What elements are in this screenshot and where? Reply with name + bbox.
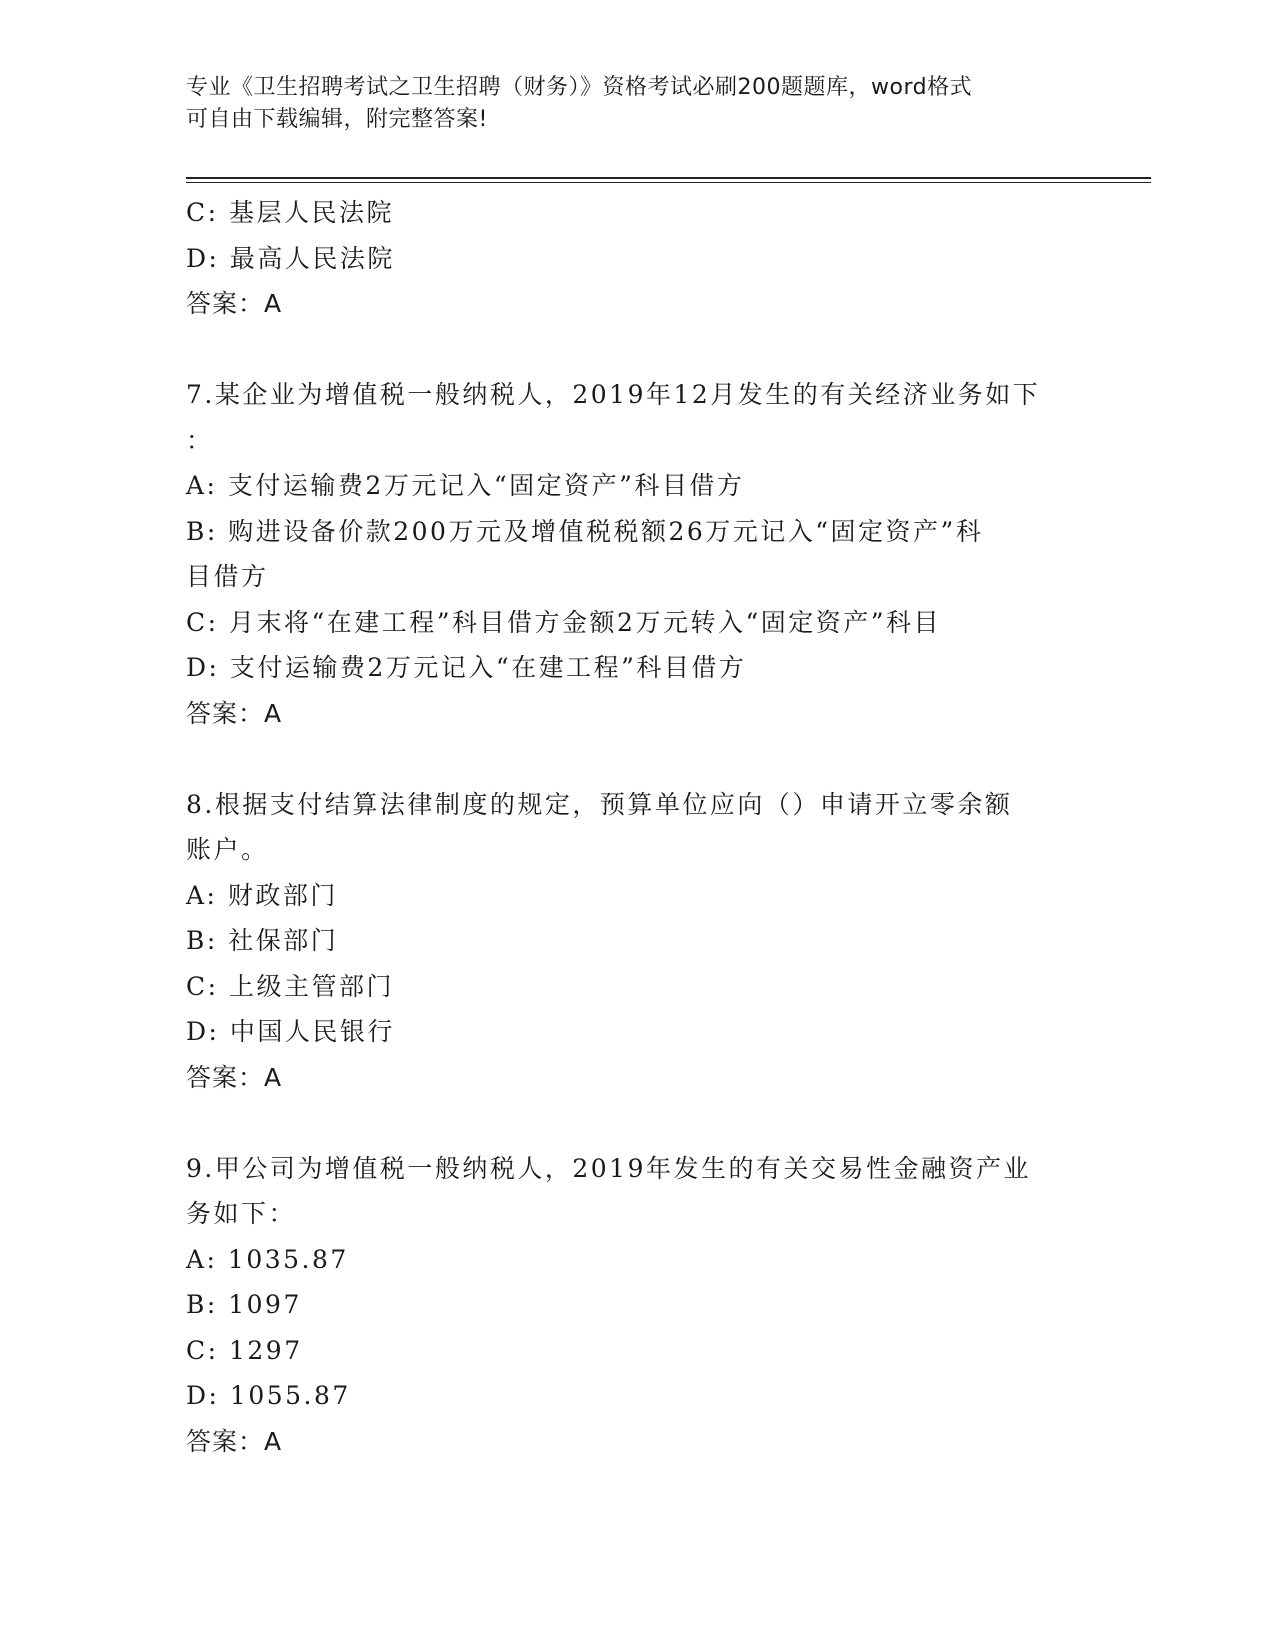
option-line: A: 1035.87 [186,1244,349,1274]
question-block [186,190,1086,327]
option-line: C: 月末将“在建工程”科目借方金额2万元转入“固定资产”科目 [186,607,942,637]
question-text: 9.甲公司为增值税一般纳税人，2019年发生的有关交易性金融资产业 [186,1153,1031,1183]
question-text: 8.根据支付结算法律制度的规定，预算单位应向（）申请开立零余额 [186,789,1013,819]
question-text: 账户。 [186,835,269,864]
option-line: D: 支付运输费2万元记入“在建工程”科目借方 [186,653,747,682]
question-list [186,190,1086,1464]
spacer [186,327,1086,373]
answer-line: 答案：A [186,1062,283,1092]
header-divider-thick [186,177,1151,179]
answer-line: 答案：A [186,1426,283,1456]
option-line: B: 1097 [186,1290,302,1319]
option-line: C: 上级主管部门 [186,971,394,1001]
document-header [186,72,1066,136]
spacer [186,1100,1086,1146]
option-line: D: 最高人民法院 [186,243,395,273]
spacer [186,736,1086,782]
question-block [186,782,1086,1101]
option-line: A: 支付运输费2万元记入“固定资产”科目借方 [186,471,745,500]
question-text: ： [186,425,214,455]
question-text: 7.某企业为增值税一般纳税人，2019年12月发生的有关经济业务如下 [186,380,1041,409]
option-line: B: 购进设备价款200万元及增值税税额26万元记入“固定资产”科 [186,516,984,546]
option-line: D: 1055.87 [186,1381,351,1410]
option-line: D: 中国人民银行 [186,1017,395,1046]
option-line: C: 基层人民法院 [186,198,394,227]
header-line-2: 可自由下载编辑，附完整答案! [186,107,488,132]
header-divider-thin [186,182,1151,183]
option-line: C: 1297 [186,1335,303,1365]
option-line: 目借方 [186,562,269,591]
option-line: A: 财政部门 [186,880,338,910]
header-line-1: 专业《卫生招聘考试之卫生招聘（财务）》资格考试必刷200题题库，word格式 [186,75,973,100]
answer-line: 答案：A [186,698,283,728]
answer-line: 答案：A [186,289,283,318]
question-block [186,372,1086,736]
question-text: 务如下： [186,1199,297,1228]
option-line: B: 社保部门 [186,926,339,955]
question-block [186,1146,1086,1465]
